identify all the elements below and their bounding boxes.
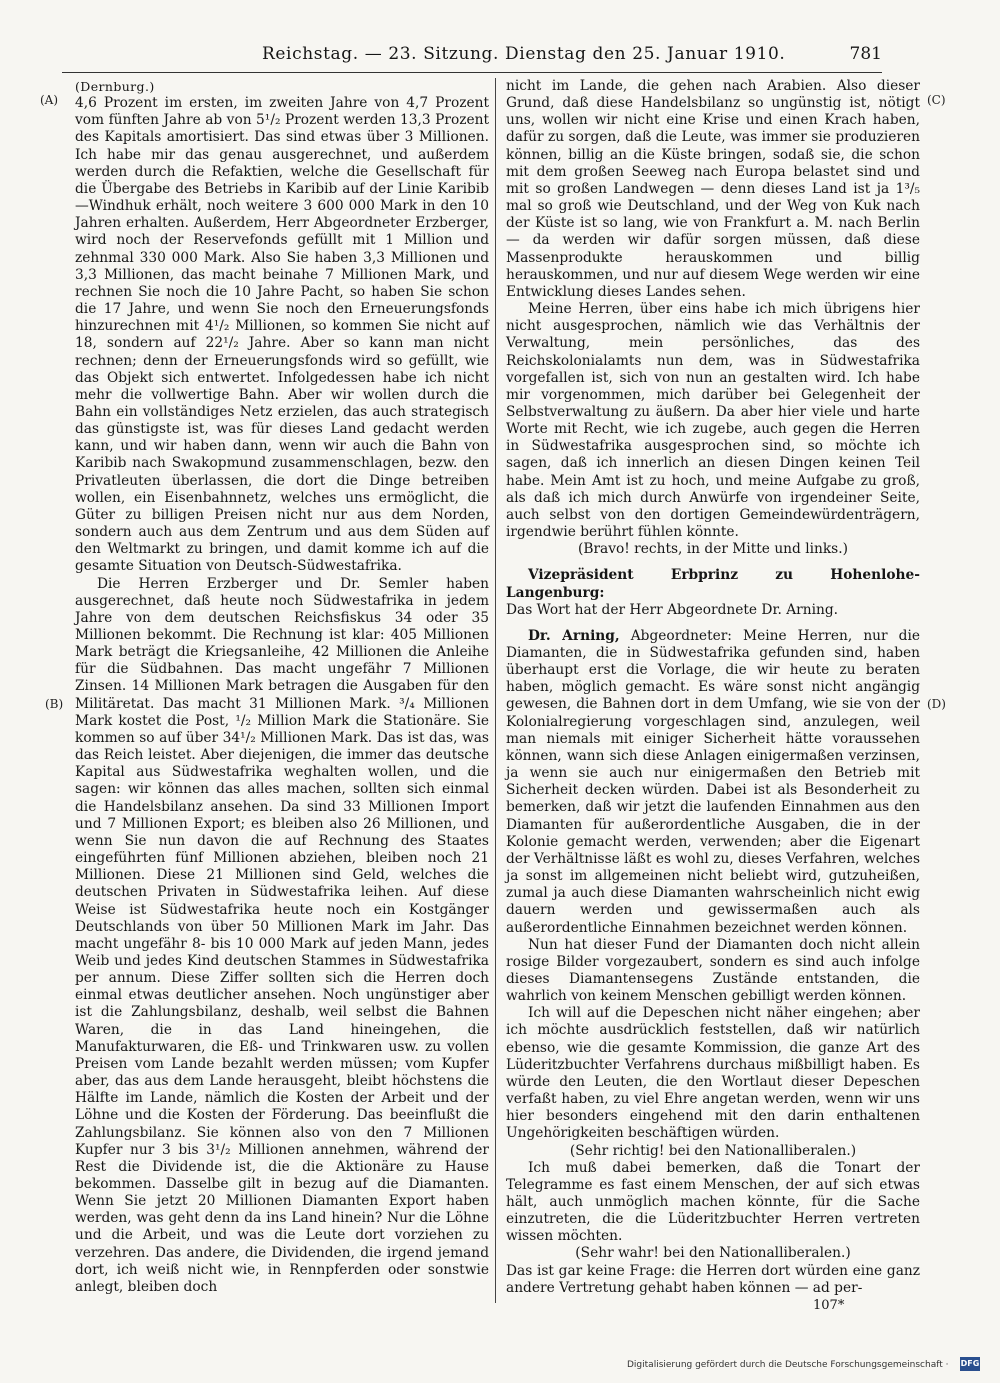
spacer bbox=[506, 619, 920, 628]
paragraph: Das ist gar keine Frage: die Herren dort würden eine ganz andere Vertretung gehabt haben können — ad per- bbox=[506, 1262, 920, 1296]
interjection: (Sehr richtig! bei den Nationalliberalen.) bbox=[569, 1142, 857, 1159]
sheet-signature: 107* bbox=[813, 1298, 845, 1313]
margin-marker-d: (D) bbox=[927, 697, 946, 711]
paragraph: Nun hat dieser Fund der Diamanten doch nicht allein rosige Bilder vorgezaubert, sondern es sind auch infolge dieses Diamantensegens Zustände entstanden, die wahrlich von keinem Menschen gebilligt werden können. bbox=[506, 936, 920, 1005]
margin-marker-c: (C) bbox=[927, 93, 946, 107]
arning-first-paragraph: Meine Herren, nur die Diamanten, die in Südwestafrika gefunden sind, haben überhaupt erst die Vorlage, die wir heute zu beraten haben, möglich gemacht. Es wäre sonst nicht angängig gewesen, die Bahnen dort in dem Umfang, wie sie von der Kolonialregierung vorgeschlagen sind, anzulegen, weil man niemals mit einiger Sicherheit hätte voraussehen können, wann sich diese Anlagen einigermaßen verzinsen, ja wenn sie auch nur einigermaßen den Betrieb mit Sicherheit decken würden. Dabei ist als Besonderheit zu bemerken, daß wir jetzt die laufenden Einnahmen aus den Diamanten für außerordentliche Ausgaben, die in der Kolonie gemacht werden, verwenden; aber die Eigenart der Verhältnisse läßt es wohl zu, dieses Verfahren, welches ja sonst im allgemeinen nicht beliebt wird, gutzuheißen, zumal ja auch diese Diamanten wahrscheinlich nicht ewig dauern werden und gewissermaßen auch als außerordentliche Einnahmen bezeichnet werden können. bbox=[506, 627, 920, 936]
page-number: 781 bbox=[849, 44, 882, 64]
vice-president-text: Das Wort hat der Herr Abgeordnete Dr. Arning. bbox=[506, 601, 839, 618]
interjection: (Sehr wahr! bei den Nationalliberalen.) bbox=[575, 1245, 851, 1262]
paragraph: nicht im Lande, die gehen nach Arabien. Also dieser Grund, daß diese Handelsbilanz so ungünstig ist, nötigt uns, wollen wir nicht eine Krise und einen Krach haben, dafür zu sorgen, daß die Leute, was immer sie produzieren können, billig an die Küste bringen, sodaß sie, die schon mit dem großen Seeweg nach Europa belastet sind und mit so großen Landwegen — denn dieses Land ist ja 1³/₅ mal so groß wie Deutschland, und der Weg von Kuk nach der Küste ist so lang, wie von Frankfurt a. M. nach Berlin — da werden wir dafür sorgen müssen, daß diese Massenprodukte herauskommen und billig herauskommen, und nur auf diesem Wege werden wir eine Entwicklung dieses Landes sehen. bbox=[506, 78, 920, 300]
speaker-label: (Dernburg.) bbox=[75, 79, 155, 94]
footer-credit: Digitalisierung gefördert durch die Deutsche Forschungsgemeinschaft · bbox=[627, 1360, 949, 1370]
arning-name: Dr. Arning, bbox=[528, 627, 620, 644]
paragraph: Ich muß dabei bemerken, daß die Tonart der Telegramme es fast einem Menschen, der auf sich etwas hält, auch unmöglich machen könnte, für die Sache einzutreten, die die Lüderitzbuchter Herren vertreten wissen möchten. bbox=[506, 1159, 920, 1245]
spacer bbox=[506, 558, 920, 567]
margin-marker-a: (A) bbox=[40, 93, 59, 107]
vice-president-line bbox=[506, 567, 920, 601]
paragraph: Die Herren Erzberger und Dr. Semler haben ausgerechnet, daß heute noch Südwestafrika in jedem Jahre von dem deutschen Reichsfiskus 34 oder 35 Millionen bekommt. Die Rechnung ist klar: 405 Millionen Mark beträgt die Kriegsanleihe, 42 Millionen die Anleihe für die Südbahnen. Das macht ungefähr 7 Millionen Zinsen. 14 Millionen Mark betragen die Ausgaben für den Militäretat. Das macht 31 Millionen Mark. ³/₄ Millionen Mark kostet die Post, ¹/₂ Million Mark die Stationäre. Sie kommen so auf über 34¹/₂ Millionen Mark. Das ist das, was das Reich leistet. Aber diejenigen, die immer das deutsche Kapital aus Südwestafrika weghalten wollen, und die sagen: wir können das alles machen, sollten sich einmal die Handelsbilanz ansehen. Da sind 33 Millionen Import und 7 Millionen Export; es bleiben also 26 Millionen, und wenn Sie nun davon die auf Rechnung des Staates eingeführten fünf Millionen abziehen, bleiben noch 21 Millionen. Diese 21 Millionen sind Geld, welches die deutschen Privaten in Südwestafrika leihen. Auf diese Weise ist Südwestafrika heute noch ein Kostgänger Deutschlands von über 50 Millionen Mark im Jahr. Das macht ungefähr 8- bis 10 000 Mark auf jeden Mann, jedes Weib und jedes Kind deutschen Stammes in Südwestafrika per annum. Diese Ziffer sollten sich die Herren doch einmal etwas deutlicher ansehen. Noch ungünstiger aber ist die Zahlungsbilanz, deshalb, weil selbst die Bahnen Waren, die in das Land hineingehen, die Manufakturwaren, die Eß- und Trinkwaren usw. zu vollen Preisen vom Lande bezahlt werden müssen; vom Kupfer aber, das aus dem Lande herausgeht, bleibt höchstens die Hälfte im Lande, nämlich die Kosten der Arbeit und der Löhne und die Kosten der Förderung. Das beeinflußt die Zahlungsbilanz. Sie können also von den 7 Millionen Kupfer nur 3 bis 3¹/₂ Millionen annehmen, während der Rest die Dividende ist, die die Aktionäre zu Hause bekommen. Dasselbe gilt in bezug auf die Diamanten. Wenn Sie jetzt 20 Millionen Diamanten Export haben werden, was geht denn da ins Land hinein? Nur die Löhne und die Arbeit, und was die Leute dort vorziehen zu verzehren. Das andere, die Dividenden, die irgend jemand dort, ich weiß nicht wie, in Rennpferden oder sonstwie anlegt, bleiben doch bbox=[75, 575, 489, 1295]
dfg-logo: DFG bbox=[960, 1357, 980, 1371]
column-divider bbox=[495, 78, 496, 1303]
margin-marker-b: (B) bbox=[45, 697, 64, 711]
applause-note: (Bravo! rechts, in der Mitte und links.) bbox=[578, 541, 848, 558]
header-title: Reichstag. — 23. Sitzung. Dienstag den 25. Januar 1910. bbox=[262, 44, 786, 64]
paragraph: 4,6 Prozent im ersten, im zweiten Jahre von 4,7 Prozent vom fünften Jahre ab von 5¹/₂ Prozent werden 13,3 Prozent des Kapitals amortisiert. Das sind etwas über 3 Millionen. Ich habe mir das genau ausgerechnet, und außerdem werden durch die Refaktien, welche die Gesellschaft für die Übergabe des Betriebs in Karibib auf der Linie Karibib—Windhuk erhält, noch weitere 3 600 000 Mark in den 10 Jahren erhalten. Außerdem, Herr Abgeordneter Erzberger, wird noch der Reservefonds gefüllt mit 1 Million und zehnmal 330 000 Mark. Also Sie haben 3,3 Millionen und 3,3 Millionen, das macht beinahe 7 Millionen Mark, und rechnen Sie noch die 10 Jahre Pacht, so haben Sie schon die 17 Jahre, und wenn Sie noch den Erneuerungsfonds hinzurechnen mit 4¹/₂ Millionen, so kommen Sie nicht auf 18, sondern auf 22¹/₂ Jahre. Aber so kann man nicht rechnen; denn der Erneuerungsfonds wird so gefüllt, wie das Objekt sich entwertet. Infolgedessen habe ich nicht mehr die vollwertige Bahn. Aber wir wollen durch die Bahn ein vollständiges Netz erzielen, das auch strategisch das günstigste ist, was für dieses Land gedacht werden kann, und wir haben dann, wenn wir auch die Bahn von Karibib nach Swakopmund zusammenschlagen, bezw. den Privatleuten überlassen, die dort die Dinge betreiben wollen, ein Eisenbahnnetz, welches uns ermöglicht, die Güter zu billigen Preisen nicht nur aus dem Norden, sondern auch aus dem Zentrum und aus dem Süden auf den Weltmarkt zu bringen, und damit komme ich auf die gesamte Situation von Deutsch-Südwestafrika. bbox=[75, 95, 489, 575]
arning-intro bbox=[506, 628, 920, 937]
arning-role: Abgeordneter: bbox=[619, 627, 743, 644]
left-column bbox=[75, 78, 489, 1296]
running-header bbox=[62, 44, 882, 73]
paragraph: Meine Herren, über eins habe ich mich übrigens hier nicht ausgesprochen, nämlich wie das Verhältnis der Verwaltung, mein persönliches, das des Reichskolonialamts nun dem, was in Südwestafrika vorgefallen ist, sich von nun an gestalten wird. Ich habe mir vorgenommen, mich darüber bei Gelegenheit der Selbstverwaltung zu äußern. Da aber hier viele und harte Worte mit Recht, wie ich zugebe, auch gegen die Herren in Südwestafrika ausgesprochen sind, so möchte ich sagen, daß ich innerlich an diesen Dingen keinen Teil habe. Mein Amt ist zu hoch, und meine Aufgabe zu groß, als daß ich mich durch Anwürfe von irgendeiner Seite, auch selbst von den dortigen Gemeindewürdenträgern, irgendwie berührt fühlen könnte. bbox=[506, 301, 920, 541]
right-column bbox=[506, 78, 920, 1297]
paragraph: Ich will auf die Depeschen nicht näher eingehen; aber ich möchte ausdrücklich feststellen, daß wir natürlich ebenso, wie die gesamte Kommission, die ganze Art des Lüderitzbuchter Verfahrens durchaus mißbilligt haben. Es würde den Leuten, die den Wortlaut dieser Depeschen verfaßt haben, zu viel Ehre angetan werden, wenn wir uns hier besonders eingehend mit den darin enthaltenen Ungehörigkeiten beschäftigen würden. bbox=[506, 1005, 920, 1142]
vice-president-name: Vizepräsident Erbprinz zu Hohenlohe-Langenburg: bbox=[506, 567, 920, 601]
